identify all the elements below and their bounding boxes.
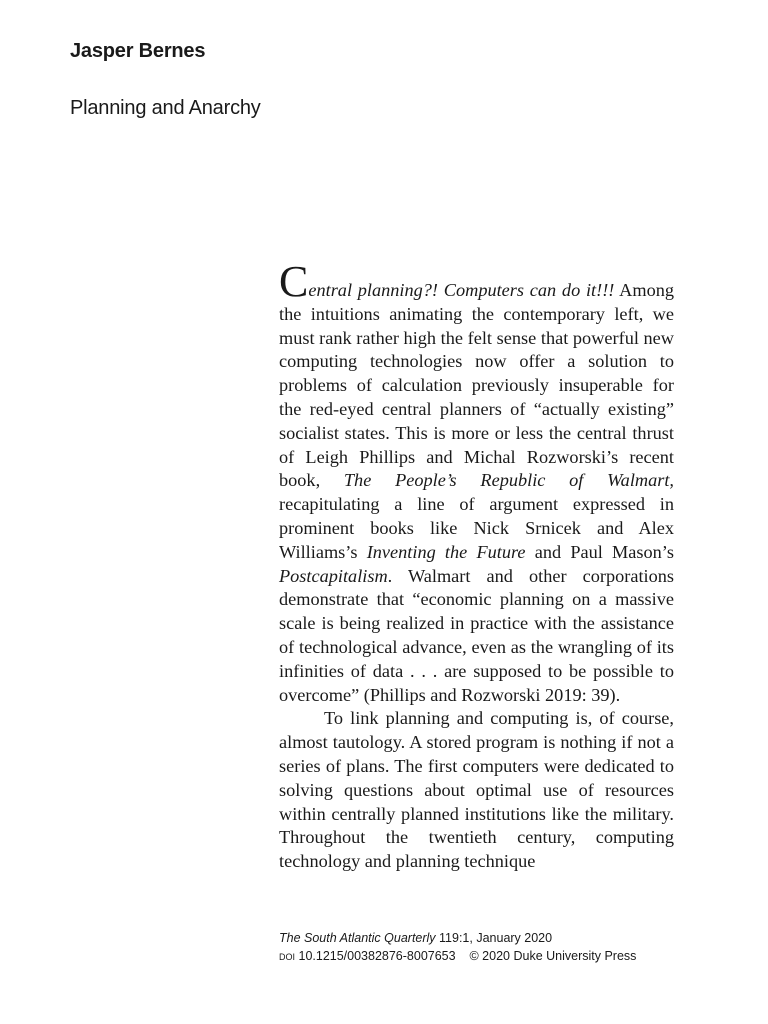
journal-issue: 119:1, January 2020 [435, 931, 553, 945]
journal-name: The South Atlantic Quarterly [279, 931, 436, 945]
doi-line [279, 947, 636, 965]
citation-line [279, 929, 636, 947]
book-title-walmart: The People’s Republic of Walmart, [343, 470, 675, 491]
book-title-inventing-the-future: Inventing the Future [366, 541, 526, 562]
doi-value: 10.1215/00382876-8007653 [295, 949, 456, 963]
paragraph-1-text-b: recapitulating a line of argument expressed in prominent books like Nick Srnicek and Alex Williams’s [279, 494, 674, 562]
paragraph-1-text-a: Among the intuitions animating the contemporary left, we must rank rather high the felt sense that powerful new computing technologies now offer a solution to problems of calculation previously insuperable for the red-eyed central planners of “actually existing” socialist states. This is more or less the central thrust of Leigh Phillips and Michal Rozworski’s recent book, [279, 280, 675, 491]
author-name: Jasper Bernes [70, 40, 206, 62]
paragraph-1-text-d: . Walmart and other corporations demonstrate that “economic planning on a massive scale is being realized in practice with the assistance of technological advance, even as the wrangling of its infinities of data . . . are supposed to be possible to overcome” (Phillips and Rozworski 2019: 39). [279, 565, 674, 705]
paragraph-1-text-c: and Paul Mason’s [525, 541, 674, 562]
paragraph-2: To link planning and computing is, of course, almost tautology. A stored program is nothing if not a series of plans. The first computers were dedicated to solving questions about optimal use of resources within centrally planned institutions like the military. Throughout the twentieth century, computing technology and planning technique [279, 708, 674, 872]
book-title-postcapitalism: Postcapitalism [279, 565, 388, 586]
article-body [279, 257, 675, 874]
paragraph-1 [279, 257, 675, 707]
copyright-notice: © 2020 Duke University Press [469, 949, 637, 963]
opening-phrase: entral planning?! Computers can do it!!! [308, 280, 615, 300]
journal-footer [279, 929, 636, 965]
doi-label: doi [279, 949, 296, 963]
article-title: Planning and Anarchy [70, 97, 261, 119]
drop-cap: C [279, 257, 309, 306]
